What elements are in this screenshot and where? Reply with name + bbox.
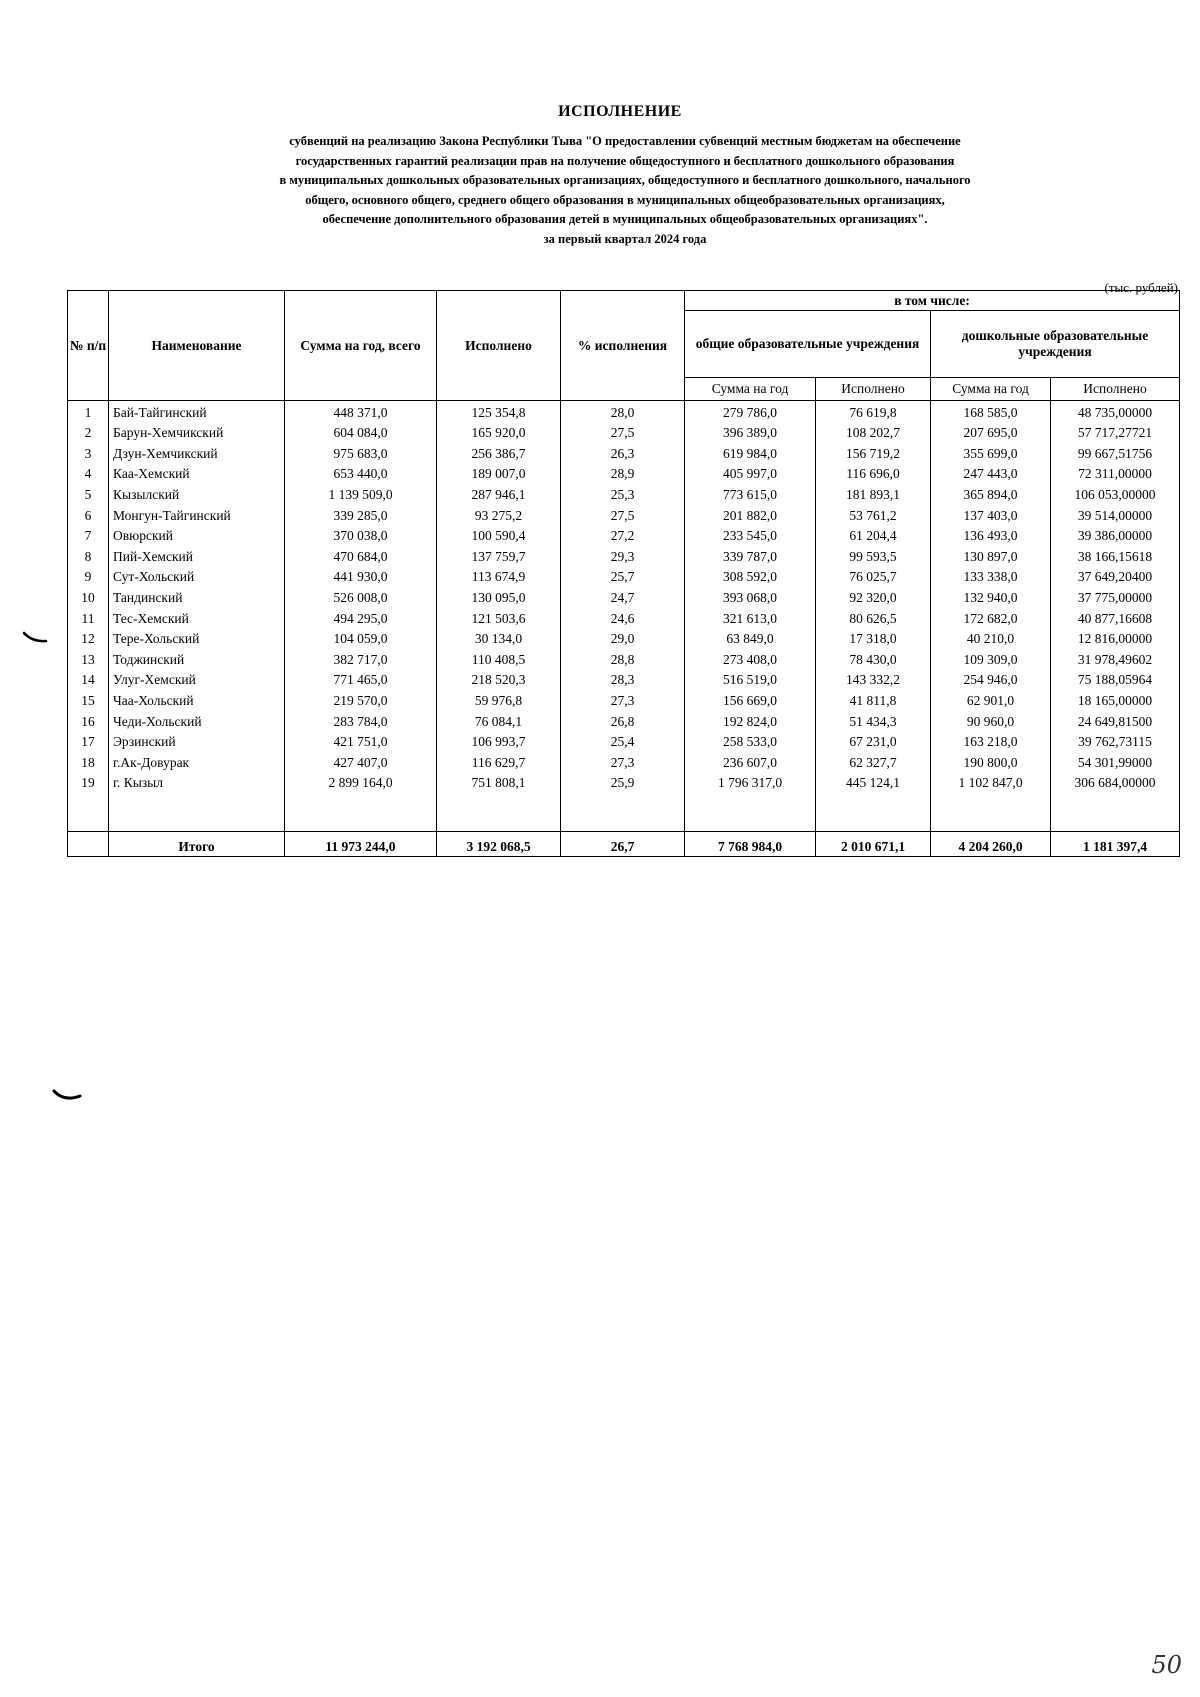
- row-gen-exec: 62 327,7: [816, 751, 931, 772]
- total-sum: 11 973 244,0: [285, 832, 437, 857]
- row-pre-sum: 137 403,0: [931, 504, 1051, 525]
- units-label: (тыс. рублей): [1104, 280, 1178, 295]
- row-gen-sum: 156 669,0: [685, 689, 816, 710]
- table-row: [68, 586, 1180, 607]
- total-pre-sum: 4 204 260,0: [931, 832, 1051, 857]
- row-sum: 370 038,0: [285, 525, 437, 546]
- row-pre-exec: 40 877,16608: [1051, 607, 1180, 628]
- row-pct: 28,8: [561, 648, 685, 669]
- row-exec: 59 976,8: [437, 689, 561, 710]
- row-gen-sum: 619 984,0: [685, 442, 816, 463]
- row-sum: 2 899 164,0: [285, 772, 437, 793]
- total-label: Итого: [109, 832, 285, 857]
- row-sum: 975 683,0: [285, 442, 437, 463]
- row-num: 12: [68, 628, 109, 649]
- row-gen-sum: 321 613,0: [685, 607, 816, 628]
- row-exec: 93 275,2: [437, 504, 561, 525]
- table-row: [68, 545, 1180, 566]
- subtitle-line: в муниципальных дошкольных образовательных организациях, общедоступного и бесплатного дошкольного, начального: [279, 173, 971, 187]
- row-pct: 27,5: [561, 504, 685, 525]
- page-number: 50: [1151, 1651, 1182, 1679]
- row-name: Монгун-Тайгинский: [109, 504, 285, 525]
- row-pre-exec: 57 717,27721: [1051, 422, 1180, 443]
- pen-mark: [52, 1088, 82, 1104]
- table-row: [68, 483, 1180, 504]
- row-pre-sum: 90 960,0: [931, 710, 1051, 731]
- row-gen-exec: 99 593,5: [816, 545, 931, 566]
- table-row: [68, 607, 1180, 628]
- row-pct: 26,3: [561, 442, 685, 463]
- table-row: [68, 710, 1180, 731]
- header-preschool-sum: Сумма на год: [931, 378, 1051, 401]
- row-pre-exec: 48 735,00000: [1051, 401, 1180, 422]
- header-executed: Исполнено: [437, 291, 561, 401]
- subtitle-line: государственных гарантий реализации прав на получение общедоступного и бесплатного дошкольного образования: [295, 153, 955, 168]
- row-exec: 751 808,1: [437, 772, 561, 793]
- header-name: Наименование: [109, 291, 285, 401]
- row-gen-exec: 78 430,0: [816, 648, 931, 669]
- header-general-sum: Сумма на год: [685, 378, 816, 401]
- header-preschool-exec: Исполнено: [1051, 378, 1180, 401]
- total-pre-exec: 1 181 397,4: [1051, 832, 1180, 857]
- row-name: Тес-Хемский: [109, 607, 285, 628]
- table-row: [68, 628, 1180, 649]
- row-pre-exec: 306 684,00000: [1051, 772, 1180, 793]
- table-total-row: [68, 832, 1180, 857]
- row-gen-exec: 17 318,0: [816, 628, 931, 649]
- row-pre-sum: 133 338,0: [931, 566, 1051, 587]
- row-sum: 604 084,0: [285, 422, 437, 443]
- row-pre-exec: 37 775,00000: [1051, 586, 1180, 607]
- row-pre-exec: 72 311,00000: [1051, 463, 1180, 484]
- row-gen-exec: 51 434,3: [816, 710, 931, 731]
- row-pct: 28,9: [561, 463, 685, 484]
- row-name: Каа-Хемский: [109, 463, 285, 484]
- table-row: [68, 504, 1180, 525]
- row-sum: 283 784,0: [285, 710, 437, 731]
- header-sum-total: Сумма на год, всего: [285, 291, 437, 401]
- subtitle-line: обеспечение дополнительного образования детей в муниципальных общеобразовательных организациях".: [322, 212, 928, 226]
- row-gen-sum: 1 796 317,0: [685, 772, 816, 793]
- header-percent: % исполнения: [561, 291, 685, 401]
- header-num: № п/п: [68, 291, 109, 401]
- row-pre-exec: 39 514,00000: [1051, 504, 1180, 525]
- row-pct: 25,9: [561, 772, 685, 793]
- header-general-exec: Исполнено: [816, 378, 931, 401]
- header-preschool-group: дошкольные образовательные учреждения: [931, 311, 1180, 378]
- row-exec: 189 007,0: [437, 463, 561, 484]
- row-name: Барун-Хемчикский: [109, 422, 285, 443]
- header-including: в том числе:: [685, 291, 1180, 311]
- table-spacer-row: [68, 792, 1180, 832]
- pen-mark: [22, 630, 48, 644]
- row-num: 2: [68, 422, 109, 443]
- row-gen-sum: 192 824,0: [685, 710, 816, 731]
- row-sum: 526 008,0: [285, 586, 437, 607]
- row-pre-exec: 54 301,99000: [1051, 751, 1180, 772]
- row-gen-sum: 258 533,0: [685, 731, 816, 752]
- row-pct: 25,4: [561, 731, 685, 752]
- row-num: 11: [68, 607, 109, 628]
- table-row: [68, 669, 1180, 690]
- row-pct: 28,0: [561, 401, 685, 422]
- row-num: 15: [68, 689, 109, 710]
- table-row: [68, 751, 1180, 772]
- row-name: Сут-Хольский: [109, 566, 285, 587]
- row-pct: 25,3: [561, 483, 685, 504]
- row-name: Кызылский: [109, 483, 285, 504]
- total-gen-exec: 2 010 671,1: [816, 832, 931, 857]
- row-name: Чаа-Хольский: [109, 689, 285, 710]
- row-sum: 1 139 509,0: [285, 483, 437, 504]
- row-name: Тере-Хольский: [109, 628, 285, 649]
- row-gen-exec: 116 696,0: [816, 463, 931, 484]
- row-gen-sum: 393 068,0: [685, 586, 816, 607]
- row-pre-exec: 106 053,00000: [1051, 483, 1180, 504]
- row-gen-exec: 67 231,0: [816, 731, 931, 752]
- row-pre-sum: 62 901,0: [931, 689, 1051, 710]
- row-exec: 130 095,0: [437, 586, 561, 607]
- row-gen-exec: 80 626,5: [816, 607, 931, 628]
- row-pre-sum: 172 682,0: [931, 607, 1051, 628]
- row-gen-sum: 396 389,0: [685, 422, 816, 443]
- row-pre-exec: 99 667,51756: [1051, 442, 1180, 463]
- row-sum: 448 371,0: [285, 401, 437, 422]
- row-pct: 29,3: [561, 545, 685, 566]
- row-gen-exec: 445 124,1: [816, 772, 931, 793]
- row-sum: 104 059,0: [285, 628, 437, 649]
- row-num: 19: [68, 772, 109, 793]
- row-gen-sum: 405 997,0: [685, 463, 816, 484]
- row-pct: 25,7: [561, 566, 685, 587]
- row-pre-sum: 355 699,0: [931, 442, 1051, 463]
- row-name: Овюрский: [109, 525, 285, 546]
- row-gen-sum: 233 545,0: [685, 525, 816, 546]
- row-num: 8: [68, 545, 109, 566]
- table-row: [68, 731, 1180, 752]
- document-title: ИСПОЛНЕНИЕ: [558, 103, 682, 120]
- row-exec: 100 590,4: [437, 525, 561, 546]
- subtitle-line: за первый квартал 2024 года: [543, 231, 707, 246]
- row-exec: 76 084,1: [437, 710, 561, 731]
- row-gen-exec: 181 893,1: [816, 483, 931, 504]
- row-num: 16: [68, 710, 109, 731]
- row-exec: 287 946,1: [437, 483, 561, 504]
- row-pre-exec: 24 649,81500: [1051, 710, 1180, 731]
- row-pre-exec: 31 978,49602: [1051, 648, 1180, 669]
- row-name: г.Ак-Довурак: [109, 751, 285, 772]
- document-subtitle: [150, 132, 1100, 249]
- row-exec: 116 629,7: [437, 751, 561, 772]
- row-num: 18: [68, 751, 109, 772]
- row-gen-exec: 143 332,2: [816, 669, 931, 690]
- row-pre-sum: 132 940,0: [931, 586, 1051, 607]
- row-pre-exec: 12 816,00000: [1051, 628, 1180, 649]
- row-exec: 110 408,5: [437, 648, 561, 669]
- subtitle-line: субвенций на реализацию Закона Республики Тыва "О предоставлении субвенций местным бюджетам на обеспечение: [289, 134, 961, 148]
- row-num: 10: [68, 586, 109, 607]
- total-gen-sum: 7 768 984,0: [685, 832, 816, 857]
- row-pre-exec: 37 649,20400: [1051, 566, 1180, 587]
- table-row: [68, 648, 1180, 669]
- row-sum: 441 930,0: [285, 566, 437, 587]
- row-num: 3: [68, 442, 109, 463]
- row-pct: 27,2: [561, 525, 685, 546]
- row-pct: 27,3: [561, 751, 685, 772]
- row-num: 7: [68, 525, 109, 546]
- row-name: г. Кызыл: [109, 772, 285, 793]
- row-name: Тандинский: [109, 586, 285, 607]
- row-pre-sum: 163 218,0: [931, 731, 1051, 752]
- row-pct: 27,5: [561, 422, 685, 443]
- row-pre-exec: 39 386,00000: [1051, 525, 1180, 546]
- row-num: 4: [68, 463, 109, 484]
- row-pre-exec: 39 762,73115: [1051, 731, 1180, 752]
- row-pre-sum: 365 894,0: [931, 483, 1051, 504]
- total-pct: 26,7: [561, 832, 685, 857]
- table-row: [68, 442, 1180, 463]
- row-pre-exec: 38 166,15618: [1051, 545, 1180, 566]
- row-num: 1: [68, 401, 109, 422]
- row-gen-exec: 92 320,0: [816, 586, 931, 607]
- row-pre-sum: 207 695,0: [931, 422, 1051, 443]
- row-num: 6: [68, 504, 109, 525]
- table-row: [68, 401, 1180, 422]
- row-sum: 421 751,0: [285, 731, 437, 752]
- row-sum: 494 295,0: [285, 607, 437, 628]
- row-pre-exec: 18 165,00000: [1051, 689, 1180, 710]
- row-name: Бай-Тайгинский: [109, 401, 285, 422]
- row-num: 5: [68, 483, 109, 504]
- row-name: Эрзинский: [109, 731, 285, 752]
- row-gen-exec: 41 811,8: [816, 689, 931, 710]
- row-num: 9: [68, 566, 109, 587]
- row-pre-sum: 254 946,0: [931, 669, 1051, 690]
- row-pre-sum: 1 102 847,0: [931, 772, 1051, 793]
- row-gen-exec: 156 719,2: [816, 442, 931, 463]
- row-pct: 28,3: [561, 669, 685, 690]
- row-exec: 113 674,9: [437, 566, 561, 587]
- row-pct: 24,6: [561, 607, 685, 628]
- row-name: Тоджинский: [109, 648, 285, 669]
- row-gen-sum: 273 408,0: [685, 648, 816, 669]
- table-row: [68, 566, 1180, 587]
- row-exec: 218 520,3: [437, 669, 561, 690]
- row-exec: 30 134,0: [437, 628, 561, 649]
- row-pre-sum: 109 309,0: [931, 648, 1051, 669]
- row-sum: 470 684,0: [285, 545, 437, 566]
- row-gen-sum: 201 882,0: [685, 504, 816, 525]
- execution-table: [67, 290, 1180, 857]
- table-row: [68, 525, 1180, 546]
- row-sum: 339 285,0: [285, 504, 437, 525]
- row-pre-sum: 247 443,0: [931, 463, 1051, 484]
- table-row: [68, 689, 1180, 710]
- row-sum: 771 465,0: [285, 669, 437, 690]
- row-num: 17: [68, 731, 109, 752]
- row-pre-sum: 130 897,0: [931, 545, 1051, 566]
- row-name: Пий-Хемский: [109, 545, 285, 566]
- row-exec: 125 354,8: [437, 401, 561, 422]
- row-pct: 27,3: [561, 689, 685, 710]
- row-pct: 24,7: [561, 586, 685, 607]
- row-pre-sum: 136 493,0: [931, 525, 1051, 546]
- row-num: 13: [68, 648, 109, 669]
- row-name: Чеди-Хольский: [109, 710, 285, 731]
- row-sum: 427 407,0: [285, 751, 437, 772]
- row-gen-sum: 339 787,0: [685, 545, 816, 566]
- row-pre-sum: 40 210,0: [931, 628, 1051, 649]
- row-exec: 256 386,7: [437, 442, 561, 463]
- row-gen-exec: 108 202,7: [816, 422, 931, 443]
- row-exec: 137 759,7: [437, 545, 561, 566]
- row-gen-sum: 516 519,0: [685, 669, 816, 690]
- subtitle-line: общего, основного общего, среднего общего образования в муниципальных общеобразовательных организациях,: [305, 192, 945, 207]
- row-gen-exec: 61 204,4: [816, 525, 931, 546]
- total-exec: 3 192 068,5: [437, 832, 561, 857]
- row-name: Дзун-Хемчикский: [109, 442, 285, 463]
- table-header: [68, 291, 1180, 401]
- row-pct: 26,8: [561, 710, 685, 731]
- row-exec: 165 920,0: [437, 422, 561, 443]
- row-pre-sum: 168 585,0: [931, 401, 1051, 422]
- table-row: [68, 422, 1180, 443]
- row-gen-sum: 236 607,0: [685, 751, 816, 772]
- row-gen-sum: 773 615,0: [685, 483, 816, 504]
- row-exec: 106 993,7: [437, 731, 561, 752]
- table-row: [68, 772, 1180, 793]
- row-pre-exec: 75 188,05964: [1051, 669, 1180, 690]
- row-sum: 219 570,0: [285, 689, 437, 710]
- row-gen-exec: 76 025,7: [816, 566, 931, 587]
- row-gen-exec: 53 761,2: [816, 504, 931, 525]
- row-gen-sum: 279 786,0: [685, 401, 816, 422]
- header-general-group: общие образовательные учреждения: [685, 311, 931, 378]
- row-sum: 653 440,0: [285, 463, 437, 484]
- table-body: [68, 401, 1180, 857]
- row-pre-sum: 190 800,0: [931, 751, 1051, 772]
- row-exec: 121 503,6: [437, 607, 561, 628]
- row-name: Улуг-Хемский: [109, 669, 285, 690]
- row-gen-sum: 63 849,0: [685, 628, 816, 649]
- table-row: [68, 463, 1180, 484]
- row-num: 14: [68, 669, 109, 690]
- row-gen-sum: 308 592,0: [685, 566, 816, 587]
- row-pct: 29,0: [561, 628, 685, 649]
- row-gen-exec: 76 619,8: [816, 401, 931, 422]
- row-sum: 382 717,0: [285, 648, 437, 669]
